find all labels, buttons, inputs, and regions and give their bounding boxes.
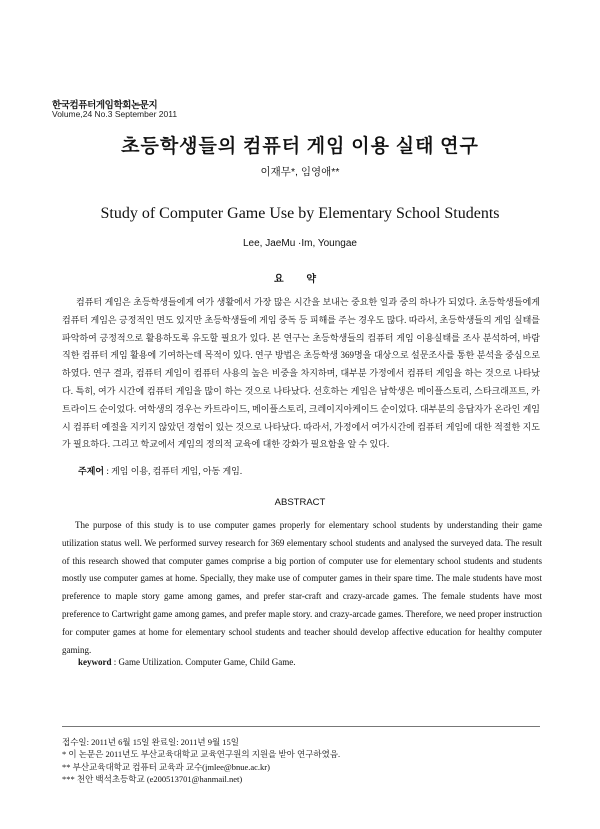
journal-issue: Volume,24 No.3 September 2011	[52, 109, 178, 119]
footnote-funding: * 이 논문은 2011년도 부산교육대학교 교육연구원의 지원을 받아 연구하였음.	[62, 749, 341, 760]
korean-keywords	[78, 464, 242, 477]
footnote-author-2: *** 천안 백석초등학교 (e200513701@hanmail.net)	[62, 774, 243, 785]
korean-keywords-text: : 게임 이용, 컴퓨터 게임, 아동 게임.	[104, 466, 243, 476]
abstract-heading: ABSTRACT	[274, 497, 326, 508]
korean-authors: 이재무*, 임영애**	[260, 166, 340, 178]
korean-summary-heading: 요 약	[273, 274, 327, 285]
footnote-divider	[62, 726, 540, 727]
english-keywords-text: : Game Utilization. Computer Game, Child Game.	[111, 657, 296, 667]
footnote-dates: 접수일: 2011년 6월 15일 완료일: 2011년 9월 15일	[62, 737, 240, 747]
english-keywords-label: keyword	[78, 657, 112, 667]
english-abstract: The purpose of this study is to use computer games properly for elementary school students by understanding their game utilization status well. We performed survey research for 369 elementary school students and analysed the surveyed data. The result of this research showed that computer games comprise a big portion of computer use for elementary school students and students mostly use computer games at home. Specially, they make use of computer games in their spare time. The male students have most preference to maple story game among games, and prefer star-craft and crazy-arcade games. The female students have most preference to Cartwright game among games, and prefer maple story. and crazy-arcade games. Therefore, we need proper instruction for computer games at home for elementary school students and teacher should develop affective education for healthy computer gaming.	[62, 520, 542, 655]
korean-title: 초등학생들의 컴퓨터 게임 이용 실태 연구	[121, 136, 479, 157]
korean-keywords-label: 주제어	[78, 466, 105, 476]
footnote-author-1: ** 부산교육대학교 컴퓨터 교육과 교수(jmlee@bnue.ac.kr)	[62, 761, 270, 772]
english-title: Study of Computer Game Use by Elementary School Students	[100, 205, 500, 222]
korean-abstract: 컴퓨터 게임은 초등학생들에게 여가 생활에서 가장 많은 시간을 보내는 중요한 일과 중의 하나가 되었다. 초등학생들에게 컴퓨터 게임은 긍정적인 면도 있지만 초등학생들에 게임 중독 등 피해를 주는 경우도 많다. 따라서, 초등학생들의 게임 실태를 파악하여 긍정적으로 활용하도록 유도할 필요가 있다. 본 연구는 초등학생들의 컴퓨터 게임 이용실태를 조사 분석하여, 바람직한 컴퓨터 게임 활용에 기여하는데 목적이 있다. 연구 방법은 초등학생 369명을 대상으로 설문조사를 통한 분석을 중심으로 하였다. 연구 결과, 컴퓨터 게임이 컴퓨터 사용의 높은 비중을 차지하며, 대부분 가정에서 컴퓨터 게임을 하는 것으로 나타났다. 특히, 여가 시간에 컴퓨터 게임을 많이 하는 것으로 나타났다. 선호하는 게임은 남학생은 메이플스토리, 스타크래프트, 카트라이드 순이었다. 여학생의 경우는 카트라이드, 메이플스토리, 크레이지아케이드 순이었다. 대부분의 응답자가 온라인 게임시 컴퓨터 예절을 지키지 않았던 경험이 있는 것으로 나타났다. 따라서, 가정에서 여가시간에 컴퓨터 게임에 대한 적절한 지도가 필요하다. 그리고 학교에서 게임의 정의적 교육에 대한 강화가 필요함을 알 수 있다.	[62, 297, 540, 450]
footnotes	[62, 736, 340, 786]
english-authors: Lee, JaeMu ·Im, Youngae	[243, 238, 357, 249]
journal-name: 한국컴퓨터게임학회논문지	[52, 100, 158, 111]
english-keywords	[78, 657, 295, 667]
